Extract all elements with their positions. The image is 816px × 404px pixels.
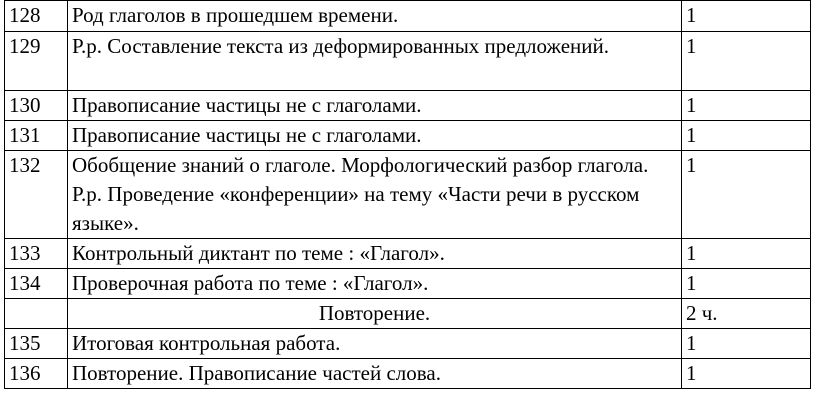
table-row (5, 32, 811, 91)
lesson-topic-cell: Проверочная работа по теме : «Глагол». (68, 269, 682, 299)
lesson-plan-table (4, 0, 811, 389)
table-row (5, 239, 811, 269)
section-row (5, 299, 811, 329)
lesson-topic-cell: Род глаголов в прошедшем времени. (68, 1, 682, 32)
table-row (5, 151, 811, 239)
lesson-number-cell: 132 (5, 151, 68, 239)
lesson-topic-cell: Контрольный диктант по теме : «Глагол». (68, 239, 682, 269)
lesson-topic-cell: Повторение. Правописание частей слова. (68, 359, 682, 389)
lesson-hours-cell: 1 (682, 269, 811, 299)
lesson-topic-cell: Итоговая контрольная работа. (68, 329, 682, 359)
lesson-number-cell: 135 (5, 329, 68, 359)
lesson-hours-cell: 1 (682, 32, 811, 91)
section-title-cell: Повторение. (68, 299, 682, 329)
lesson-hours-cell: 1 (682, 329, 811, 359)
lesson-number-cell: 131 (5, 121, 68, 151)
lesson-hours-cell: 1 (682, 359, 811, 389)
lesson-number-cell: 136 (5, 359, 68, 389)
table-row (5, 91, 811, 121)
lesson-number-cell (5, 299, 68, 329)
lesson-topic-cell: Правописание частицы не с глаголами. (68, 91, 682, 121)
table-row (5, 1, 811, 32)
lesson-hours-cell: 1 (682, 91, 811, 121)
section-hours-cell: 2 ч. (682, 299, 811, 329)
lesson-number-cell: 133 (5, 239, 68, 269)
table-row (5, 269, 811, 299)
lesson-topic-cell: Р.р. Составление текста из деформированных предложений. (68, 32, 682, 91)
lesson-hours-cell: 1 (682, 1, 811, 32)
lesson-hours-cell: 1 (682, 151, 811, 239)
lesson-hours-cell: 1 (682, 239, 811, 269)
lesson-number-cell: 129 (5, 32, 68, 91)
lesson-number-cell: 130 (5, 91, 68, 121)
lesson-topic-cell: Обобщение знаний о глаголе. Морфологический разбор глагола. Р.р. Проведение «конференции» на тему «Части речи в русском языке». (68, 151, 682, 239)
table-row (5, 121, 811, 151)
lesson-topic-cell: Правописание частицы не с глаголами. (68, 121, 682, 151)
table-row (5, 359, 811, 389)
lesson-number-cell: 128 (5, 1, 68, 32)
lesson-hours-cell: 1 (682, 121, 811, 151)
lesson-number-cell: 134 (5, 269, 68, 299)
table-row (5, 329, 811, 359)
